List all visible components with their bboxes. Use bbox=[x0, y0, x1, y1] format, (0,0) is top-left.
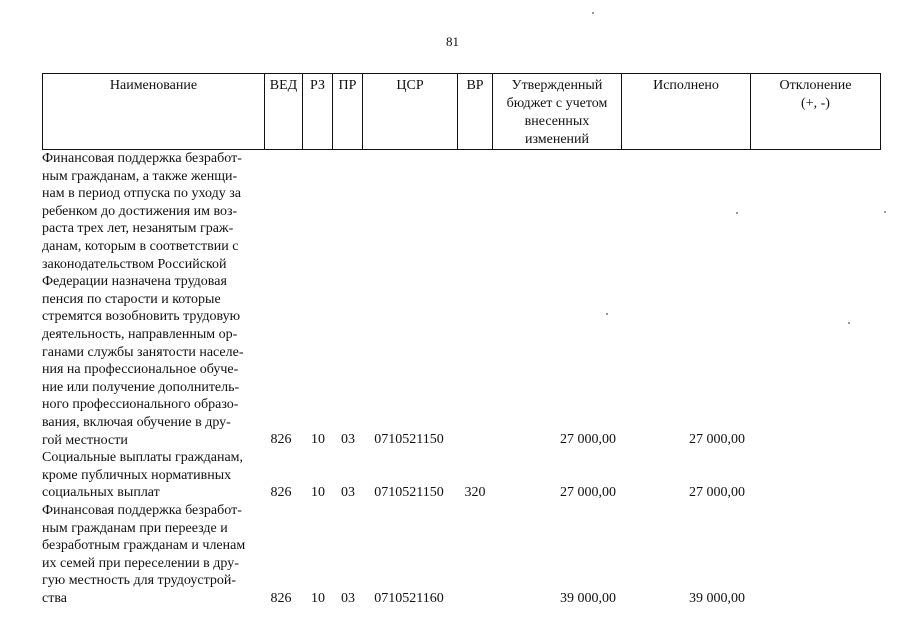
row-1-rz: 10 bbox=[311, 432, 325, 447]
scan-speck bbox=[884, 211, 886, 213]
scan-speck bbox=[848, 322, 850, 324]
row-3-csr: 0710521160 bbox=[374, 591, 444, 606]
header-rz: РЗ bbox=[303, 74, 333, 150]
row-3-pr: 03 bbox=[341, 591, 355, 606]
row-1-csr: 0710521150 bbox=[374, 432, 444, 447]
header-vr: ВР bbox=[458, 74, 493, 150]
row-2-vr: 320 bbox=[464, 485, 486, 500]
header-pr: ПР bbox=[333, 74, 363, 150]
row-3-budget: 39 000,00 bbox=[560, 591, 616, 606]
row-2-ved: 826 bbox=[270, 485, 292, 500]
row-3-ved: 826 bbox=[270, 591, 292, 606]
row-3-name: Финансовая поддержка безработ- ным гражданам при переезде и безработным гражданам и членам их семей при переселении в дру- гую местность для трудоустрой- ства bbox=[42, 503, 246, 606]
header-csr: ЦСР bbox=[363, 74, 458, 150]
row-1-name: Финансовая поддержка безработ- ным гражданам, а также женщи- нам в период отпуска по уходу за ребенком до достижения им воз- раста трех лет, незанятым граж- данам, которым в соответствии с законодательством Российской Федерации назначена трудовая пенсия по старости и которые стремятся возобновить трудовую деятельность, направленным ор- ганами службы занятости населе- ния на профессиональное обуче- ние или получение дополнитель- ного профессионального образо- вания, включая обучение в дру- гой местности bbox=[42, 151, 244, 448]
scan-speck bbox=[606, 313, 608, 315]
scan-speck bbox=[736, 212, 738, 214]
row-2-pr: 03 bbox=[341, 485, 355, 500]
row-1-ved: 826 bbox=[270, 432, 292, 447]
row-3-rz: 10 bbox=[311, 591, 325, 606]
row-2-budget: 27 000,00 bbox=[560, 485, 616, 500]
scan-speck bbox=[592, 12, 594, 14]
row-2-rz: 10 bbox=[311, 485, 325, 500]
row-2-executed: 27 000,00 bbox=[689, 485, 745, 500]
row-2-name: Социальные выплаты гражданам, кроме публичных нормативных социальных выплат bbox=[42, 450, 244, 501]
row-1-budget: 27 000,00 bbox=[560, 432, 616, 447]
header-executed: Исполнено bbox=[622, 74, 751, 150]
header-budget: Утвержденный бюджет с учетом внесенных изменений bbox=[493, 74, 622, 150]
row-1-executed: 27 000,00 bbox=[689, 432, 745, 447]
row-2-csr: 0710521150 bbox=[374, 485, 444, 500]
header-ved: ВЕД bbox=[265, 74, 303, 150]
header-deviation: Отклонение (+, -) bbox=[751, 74, 881, 150]
header-name: Наименование bbox=[43, 74, 265, 150]
row-1-pr: 03 bbox=[341, 432, 355, 447]
page-number: 81 bbox=[446, 34, 459, 49]
row-3-executed: 39 000,00 bbox=[689, 591, 745, 606]
